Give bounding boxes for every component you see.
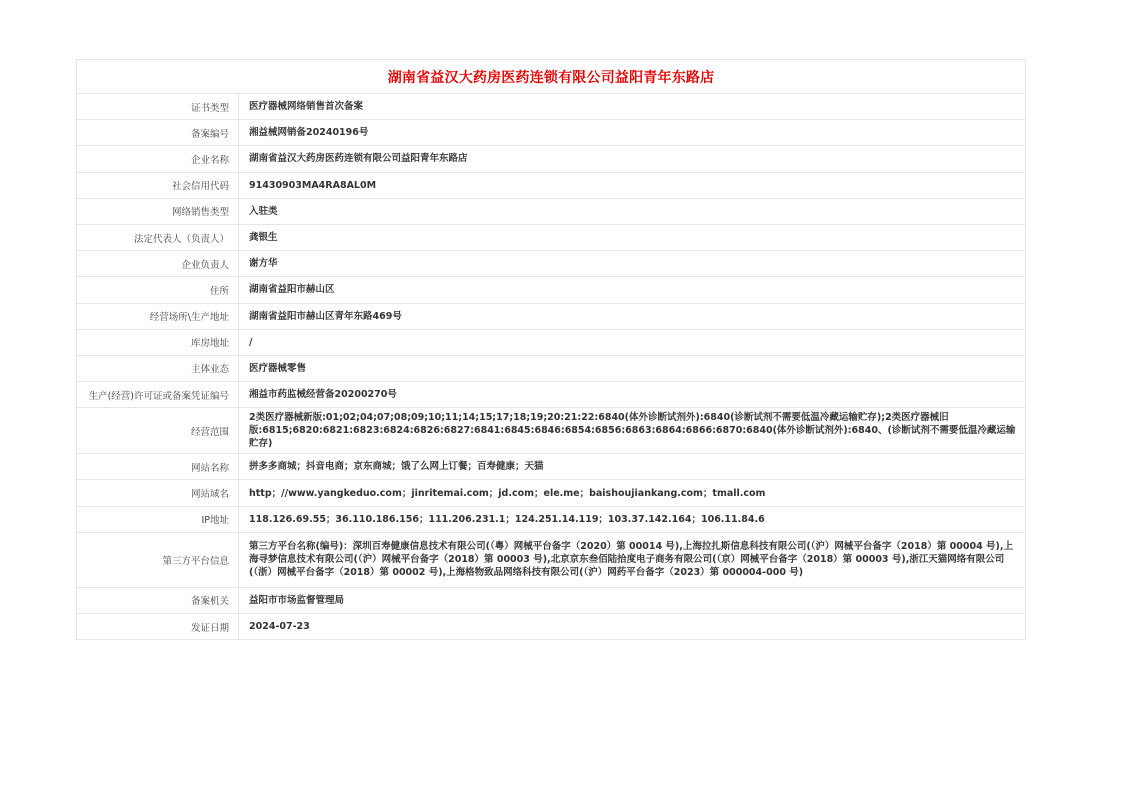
table-row xyxy=(77,172,1026,198)
row-value: 龚银生 xyxy=(239,224,1026,250)
table-row xyxy=(77,614,1026,640)
row-label: IP地址 xyxy=(77,506,239,532)
table-row xyxy=(77,198,1026,224)
table-row xyxy=(77,480,1026,506)
table-row xyxy=(77,224,1026,250)
row-value: 91430903MA4RA8AL0M xyxy=(239,172,1026,198)
table-row xyxy=(77,277,1026,303)
row-value: 湖南省益阳市赫山区 xyxy=(239,277,1026,303)
table-row xyxy=(77,382,1026,408)
row-value: 第三方平台名称(编号)：深圳百寿健康信息技术有限公司(（粤）网械平台备字（2020）第 00014 号),上海拉扎斯信息科技有限公司(（沪）网械平台备字（2018）第 00004 号),上海寻梦信息技术有限公司(（沪）网械平台备字（2018）第 00003 号),北京京东叁佰陆拾度电子商务有限公司(（京）网械平台备字（2018）第 00003 号),浙江天猫网络有限公司(（浙）网械平台备字（2018）第 00002 号),上海格物致品网络科技有限公司(（沪）网药平台备字（2023）第 000004-000 号) xyxy=(239,532,1026,587)
row-label: 企业名称 xyxy=(77,146,239,172)
table-row xyxy=(77,408,1026,454)
table-row xyxy=(77,532,1026,587)
table-row xyxy=(77,303,1026,329)
table-row xyxy=(77,329,1026,355)
row-label: 发证日期 xyxy=(77,614,239,640)
row-label: 网站域名 xyxy=(77,480,239,506)
row-label: 生产(经营)许可证或备案凭证编号 xyxy=(77,382,239,408)
record-table xyxy=(76,59,1026,640)
row-label: 网络销售类型 xyxy=(77,198,239,224)
table-row xyxy=(77,454,1026,480)
row-label: 证书类型 xyxy=(77,94,239,120)
row-label: 主体业态 xyxy=(77,355,239,381)
row-value: 谢方华 xyxy=(239,251,1026,277)
row-value: 2024-07-23 xyxy=(239,614,1026,640)
row-value: 医疗器械零售 xyxy=(239,355,1026,381)
row-value: 湘益械网销备20240196号 xyxy=(239,120,1026,146)
row-value: 入驻类 xyxy=(239,198,1026,224)
row-value: 2类医疗器械新版:01;02;04;07;08;09;10;11;14;15;17;18;19;20:21:22:6840(体外诊断试剂外):6840(诊断试剂不需要低温冷藏运输贮存);2类医疗器械旧版:6815;6820:6821:6823:6824:6826:6827:6841:6845:6846:6854:6856:6863:6864:6866:6870:6840(体外诊断试剂外):6840、(诊断试剂不需要低温冷藏运输贮存) xyxy=(239,408,1026,454)
row-label: 备案机关 xyxy=(77,587,239,613)
row-value: 医疗器械网络销售首次备案 xyxy=(239,94,1026,120)
table-row xyxy=(77,251,1026,277)
table-row xyxy=(77,506,1026,532)
row-value: 拼多多商城；抖音电商；京东商城；饿了么网上订餐；百寿健康；天猫 xyxy=(239,454,1026,480)
table-row xyxy=(77,120,1026,146)
title-row xyxy=(77,60,1026,94)
table-row xyxy=(77,355,1026,381)
row-label: 法定代表人（负责人） xyxy=(77,224,239,250)
row-label: 企业负责人 xyxy=(77,251,239,277)
row-value: 湘益市药监械经营备20200270号 xyxy=(239,382,1026,408)
row-label: 住所 xyxy=(77,277,239,303)
row-label: 备案编号 xyxy=(77,120,239,146)
row-label: 经营场所\生产地址 xyxy=(77,303,239,329)
row-value: 益阳市市场监督管理局 xyxy=(239,587,1026,613)
row-value: 湖南省益阳市赫山区青年东路469号 xyxy=(239,303,1026,329)
table-row xyxy=(77,146,1026,172)
row-value: 湖南省益汉大药房医药连锁有限公司益阳青年东路店 xyxy=(239,146,1026,172)
table-row xyxy=(77,587,1026,613)
row-label: 库房地址 xyxy=(77,329,239,355)
row-label: 网站名称 xyxy=(77,454,239,480)
company-title: 湖南省益汉大药房医药连锁有限公司益阳青年东路店 xyxy=(77,60,1026,94)
row-label: 社会信用代码 xyxy=(77,172,239,198)
table-row xyxy=(77,94,1026,120)
row-label: 第三方平台信息 xyxy=(77,532,239,587)
row-label: 经营范围 xyxy=(77,408,239,454)
row-value: http；//www.yangkeduo.com；jinritemai.com；jd.com；ele.me；baishoujiankang.com；tmall.com xyxy=(239,480,1026,506)
row-value: / xyxy=(239,329,1026,355)
row-value: 118.126.69.55；36.110.186.156；111.206.231.1；124.251.14.119；103.37.142.164；106.11.84.6 xyxy=(239,506,1026,532)
